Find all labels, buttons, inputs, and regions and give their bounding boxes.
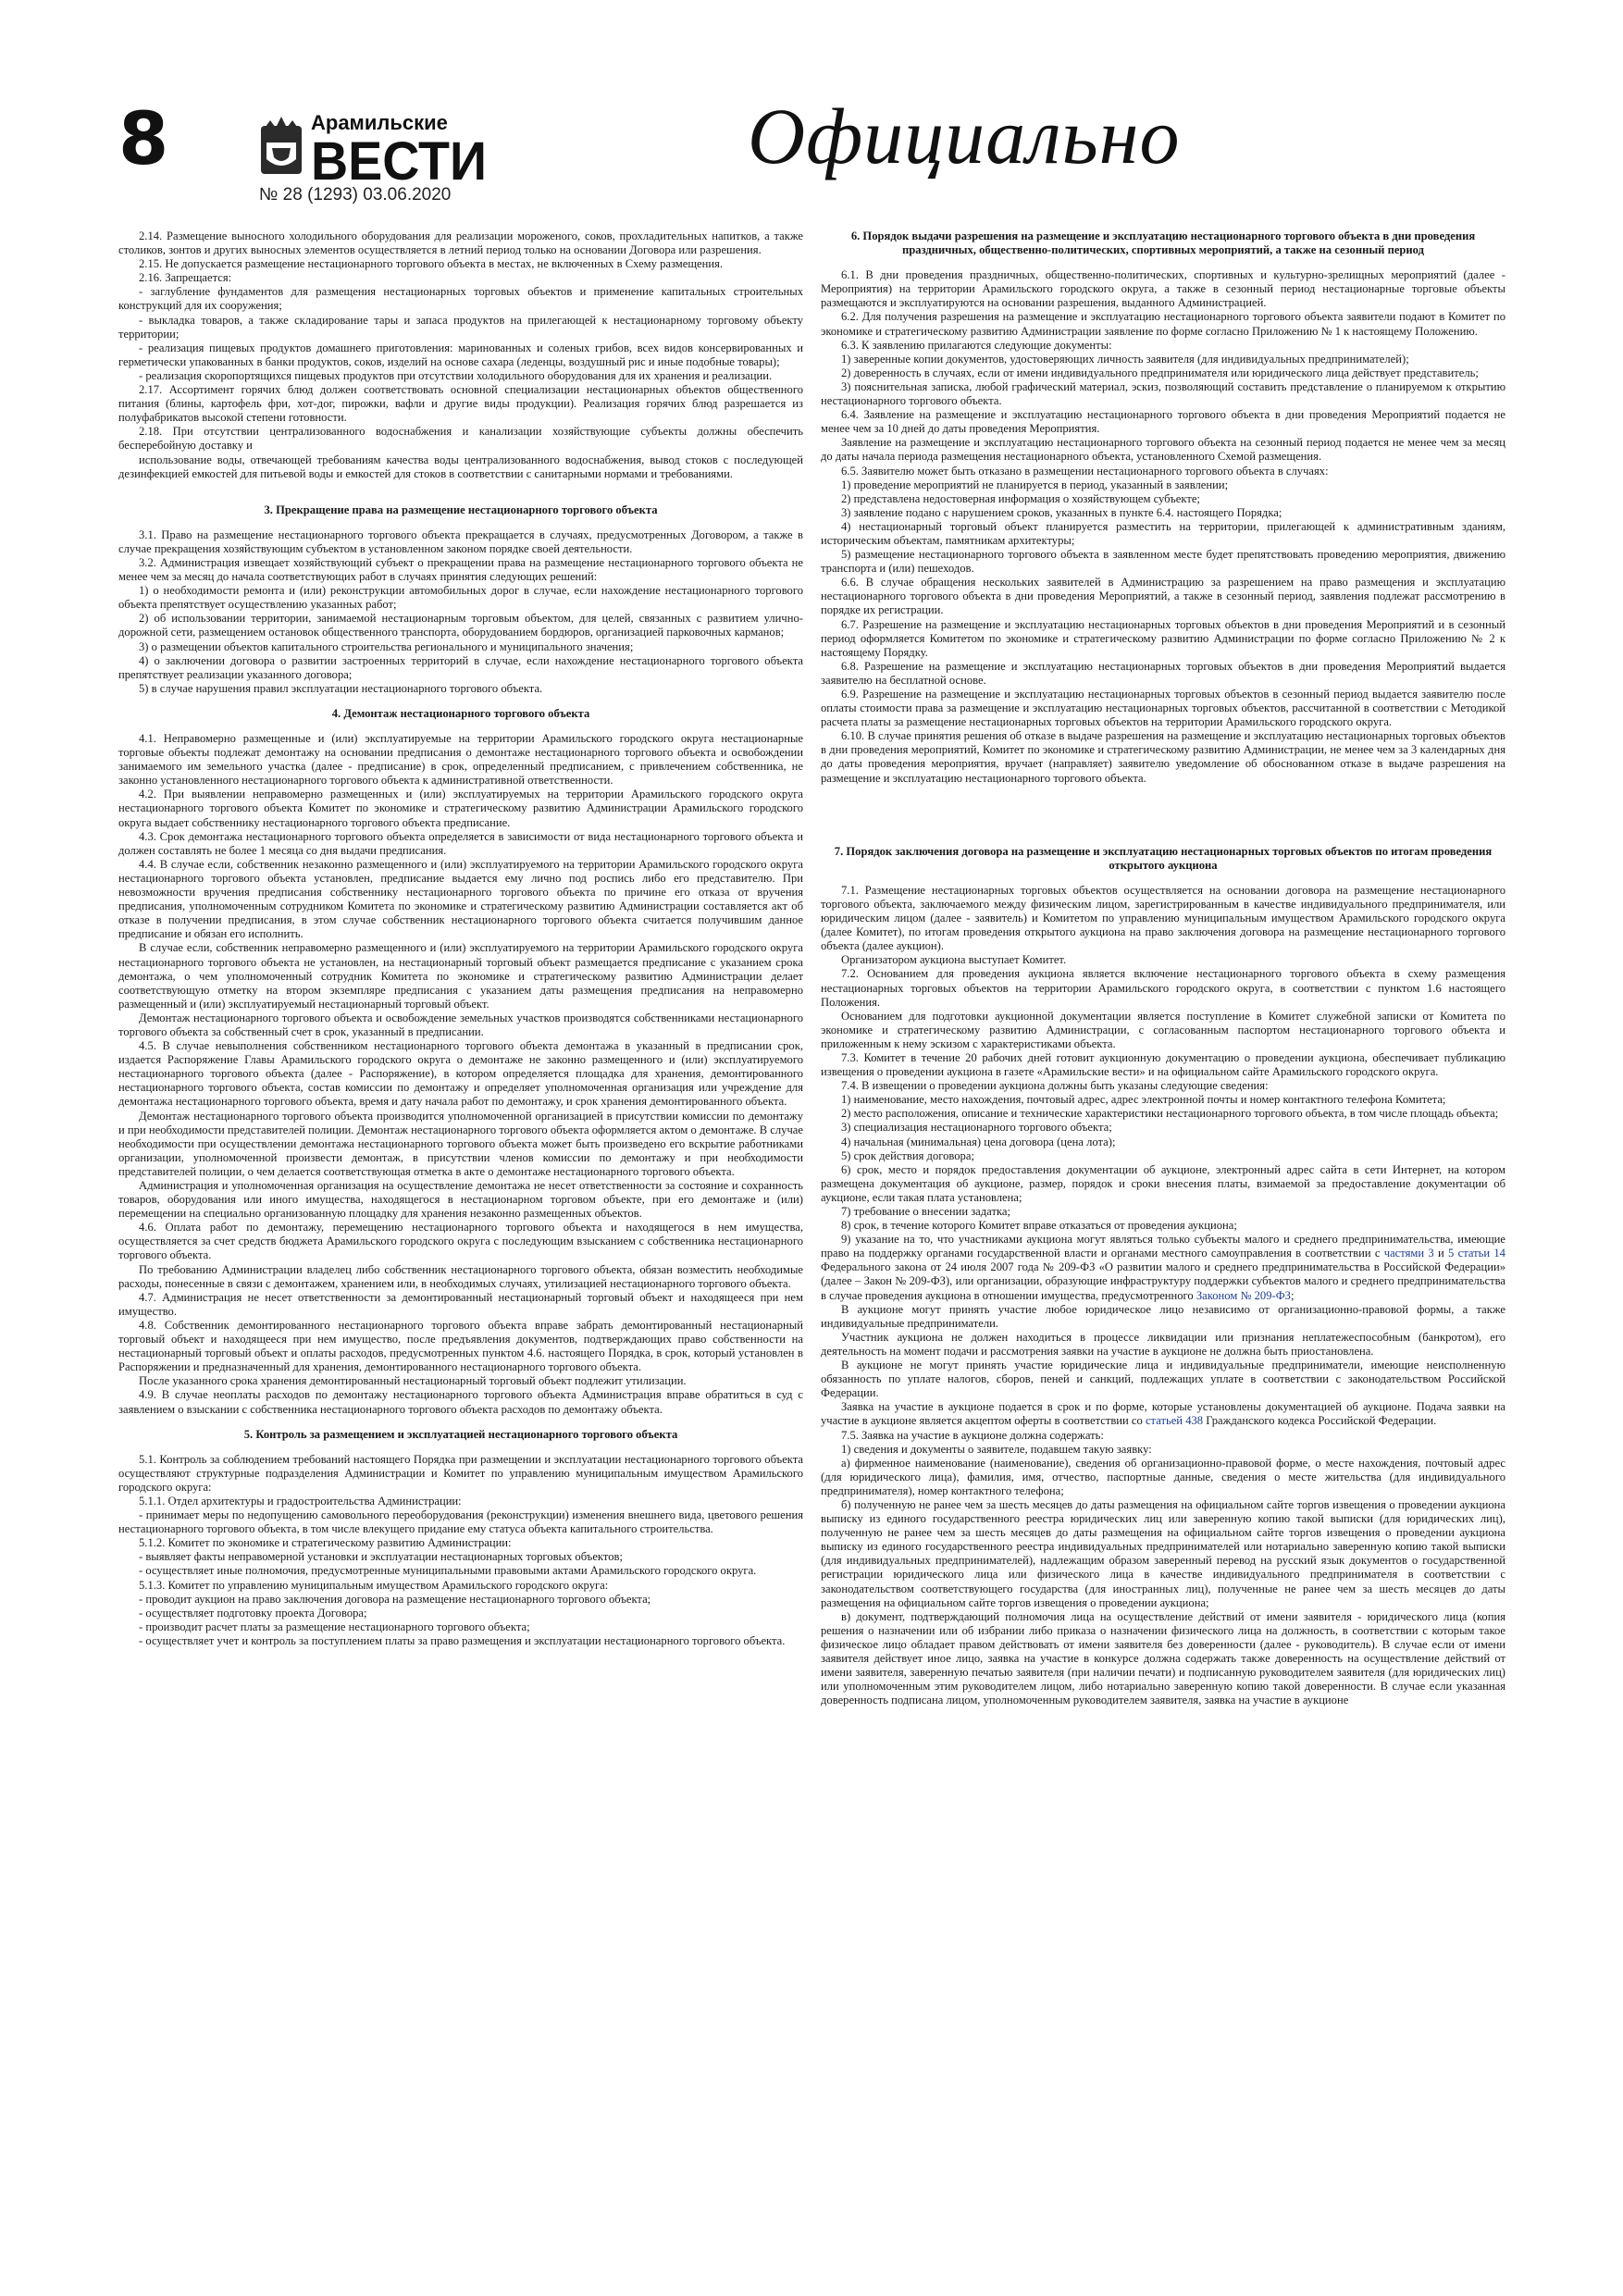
paragraph: - реализация скоропортящихся пищевых продуктов при отсутствии холодильного оборудования для их хранения и реализации. xyxy=(139,368,773,382)
law-link[interactable]: 5 статьи 14 xyxy=(1448,1247,1505,1260)
left-column xyxy=(118,230,803,1648)
paragraph: 6.9. Разрешение на размещение и эксплуатацию нестационарных торговых объектов в сезонный период выдается заявителю после оплаты стоимости права за размещение и эксплуатацию нестационарных торговых объектов, рассчитанной в соответствии с Методикой расчета платы за размещение нестационарных торговых объектов на территории Арамильского городского округа. xyxy=(821,688,1505,729)
paragraph: 1) сведения и документы о заявителе, подавшем такую заявку: xyxy=(841,1442,1152,1456)
issue-number: № 28 (1293) 03.06.2020 xyxy=(259,185,452,205)
paragraph: в) документ, подтверждающий полномочия лица на осуществление действий от имени заявителя - юридического лица (копия решения о назначении или об избрании либо приказа о назначении физического лица на должность, в соответствии с которым такое физическое лицо обладает правом действовать от имени заявителя без доверенности (далее - руководитель). В случае если от имени заявителя действует иное лицо, заявка на участие в конкурсе должна содержать также доверенность на осуществление действий от имени заявителя, заверенную печатью заявителя (при наличии печати) и подписанную руководителем заявителя (для юридических лиц) или уполномоченным этим руководителем лицом, либо нотариально заверенную копию такой доверенности. В случае если указанная доверенность подписана лицом, уполномоченным руководителем заявителя, заявка на участие в аукционе xyxy=(821,1609,1505,1707)
page-number: 8 xyxy=(118,98,169,181)
paragraph: Демонтаж нестационарного торгового объекта производится уполномоченной организацией в присутствии комиссии по демонтажу и при необходимости представителей полиции. Демонтаж нестационарного торгового объекта оформляется актом о демонтаже. В случае необходимости при осуществлении демонтажа нестационарного торгового объекта может быть произведено его вскрытие работниками организации, уполномоченной произвести демонтаж, в присутствии членов комиссии по демонтажу и при необходимости представителей полиции, о чем делается соответствующая отметка в акте о демонтаже нестационарного торгового объекта. xyxy=(118,1109,803,1178)
paragraph: 3.1. Право на размещение нестационарного торгового объекта прекращается в случаях, предусмотренных Договором, а также в случае прекращения хозяйствующим субъектом в установленном законом порядке своей деятельности. xyxy=(118,527,803,555)
paragraph: 6) срок, место и порядок предоставления документации об аукционе, электронный адрес сайта в сети Интернет, на котором размещена документация об аукционе, размер, порядок и сроки внесения платы, взимаемой за предоставление документации об аукционе, если такая плата установлена; xyxy=(821,1162,1505,1204)
paragraph: 6.1. В дни проведения праздничных, общественно-политических, спортивных и культурно-зрелищных мероприятий (далее - Мероприятия) на территории Арамильского городского округа, а также в сезонный период нестационарные торговые объекты размещаются и эксплуатируются на основании разрешения, выданного Администрацией. xyxy=(821,268,1505,310)
paragraph: - выкладка товаров, а также складирование тары и запаса продуктов на прилегающей к нестационарному торговому объекту территории; xyxy=(118,313,803,341)
paragraph: - выявляет факты неправомерной установки и эксплуатации нестационарных торговых объектов; xyxy=(139,1550,623,1564)
paragraph: После указанного срока хранения демонтированный нестационарный торговый объект подлежит утилизации. xyxy=(139,1374,687,1388)
paragraph: 6.10. В случае принятия решения об отказе в выдаче разрешения на размещение и эксплуатацию нестационарных торговых объектов в дни проведения мероприятий, Комитет по экономике и стратегическому развитию Администрации, не менее чем за 3 календарных дня до даты проведения мероприятия, вручает (направляет) заявителю уведомление об обоснованном отказе в выдаче разрешения на размещение и эксплуатацию нестационарного торгового объекта. xyxy=(821,729,1505,785)
paragraph: б) полученную не ранее чем за шесть месяцев до даты размещения на официальном сайте торгов извещения о проведении аукциона выписку из единого государственного реестра юридических лиц или заверенную копию такой выписки (для юридических лиц), полученную не ранее чем за шесть месяцев до даты размещения на официальном сайте торгов извещения о проведении аукциона выписку из единого государственного реестра индивидуальных предпринимателей или нотариально заверенную копию такой выписки (для индивидуальных предпринимателей), надлежащим образом заверенный перевод на русский язык документов о государственной регистрации юридического лица или физического лица в качестве индивидуального предпринимателя в соответствии с законодательством соответствующего государства (для иностранных лиц), полученные не ранее чем за шесть месяцев до даты размещения на официальном сайте торгов извещения о проведении аукциона; xyxy=(821,1497,1505,1609)
paragraph: По требованию Администрации владелец либо собственник нестационарного торгового объекта, обязан возместить необходимые расходы, понесенные в связи с демонтажем, хранением или, в необходимых случаях, утилизацией нестационарного торгового объекта. xyxy=(118,1262,803,1290)
section-heading-4: 4. Демонтаж нестационарного торгового объекта xyxy=(331,706,590,720)
paragraph: 1) заверенные копии документов, удостоверяющих личность заявителя (для индивидуальных предпринимателей); xyxy=(841,352,1409,366)
paragraph: 4.1. Неправомерно размещенные и (или) эксплуатируемые на территории Арамильского городского округа нестационарные торговые объекты подлежат демонтажу на основании предписания о демонтаже нестационарного торгового объекта и освобождении занимаемого им земельного участка (далее - предписание) в срок, определенный предписанием, с привлечением собственника, не законно установленного нестационарного торгового объекта к административной ответственности. xyxy=(118,732,803,788)
paragraph: 2.18. При отсутствии централизованного водоснабжения и канализации хозяйствующие субъекты должны обеспечить бесперебойную доставку и xyxy=(118,425,803,453)
paragraph: 2) место расположения, описание и технические характеристики нестационарного торгового объекта, в том числе площадь объекта; xyxy=(841,1107,1499,1121)
section-heading-3: 3. Прекращение права на размещение нестационарного торгового объекта xyxy=(264,503,658,516)
paragraph: 5) размещение нестационарного торгового объекта в заявленном месте будет препятствовать проведению мероприятия, движению транспорта и (или) пешеходов. xyxy=(821,548,1505,576)
paragraph: 7.1. Размещение нестационарных торговых объектов осуществляется на основании договора на размещение нестационарного торгового объекта, заключаемого между физическим лицом, зарегистрированным в качестве индивидуального предпринимателя, или юридическим лицом (далее - заявитель) и Комитетом по управлению муниципальным имуществом Арамильского городского округа (далее Комитет), по итогам проведения открытого аукциона на право заключения договора на размещение нестационарного торгового объекта (далее аукцион). xyxy=(821,883,1505,953)
paragraph: 1) наименование, место нахождения, почтовый адрес, адрес электронной почты и номер контактного телефона Комитета; xyxy=(841,1093,1446,1107)
paragraph: 7) требование о внесении задатка; xyxy=(841,1205,1010,1218)
paragraph: 2.17. Ассортимент горячих блюд должен соответствовать основной специализации нестационарных объектов общественного питания (блины, картофель фри, хот-дог, пирожки, вафли и другие виды продукции). Реализация горячих блюд разрешается из полуфабрикатов высокой степени готовности. xyxy=(118,383,803,425)
paragraph: В аукционе не могут принять участие юридические лица и индивидуальные предприниматели, имеющие неисполненную обязанность по уплате налогов, сборов, пеней и санкций, подлежащих уплате в соответствии с законодательством Российской Федерации. xyxy=(821,1359,1505,1400)
paragraph: 7.2. Основанием для проведения аукциона является включение нестационарного торгового объекта в схему размещения нестационарных торговых объектов на территории Арамильского городского округа, в соответствии с пунктом 1.6 настоящего Положения. xyxy=(821,967,1505,1009)
paragraph: Заявление на размещение и эксплуатацию нестационарного торгового объекта на сезонный период подается не менее чем за месяц до даты начала периода размещения нестационарного объекта, установленного Схемой размещения. xyxy=(821,436,1505,464)
paragraph: - проводит аукцион на право заключения договора на размещение нестационарного торгового объекта; xyxy=(139,1592,651,1606)
law-link[interactable]: Законом № 209-ФЗ xyxy=(1196,1288,1291,1302)
paragraph: 6.6. В случае обращения нескольких заявителей в Администрацию за разрешением на право размещения и эксплуатацию нестационарного торгового объекта в дни проведения Мероприятий, а также в сезонный период, заявления подлежат рассмотрению в порядке их регистрации. xyxy=(821,576,1505,617)
svg-text:ВЕСТИ: ВЕСТИ xyxy=(311,131,487,191)
paragraph: 3.2. Администрация извещает хозяйствующий субъект о прекращении права на размещение нестационарного торгового объекта не менее чем за месяц до начала соответствующих работ в случаях принятия следующих решений: xyxy=(118,555,803,584)
paragraph: 6.5. Заявителю может быть отказано в размещении нестационарного торгового объекта в случаях: xyxy=(841,464,1329,478)
paragraph: - заглубление фундаментов для размещения нестационарных торговых объектов и применение капитальных строительных конструкций для их сооружения; xyxy=(118,285,803,313)
paragraph: 5.1. Контроль за соблюдением требований настоящего Порядка при размещении и эксплуатации нестационарного торгового объекта осуществляют структурные подразделения Администрации и Комитет по управлению муниципальным имуществом Арамильского городского округа: xyxy=(118,1452,803,1494)
paragraph: 1) проведение мероприятий не планируется в период, указанный в заявлении; xyxy=(841,478,1229,491)
paragraph: - осуществляет иные полномочия, предусмотренные муниципальными правовыми актами Арамильского городского округа. xyxy=(139,1564,757,1578)
paragraph: Организатором аукциона выступает Комитет. xyxy=(841,953,1067,967)
paragraph: В случае если, собственник неправомерно размещенного и (или) эксплуатируемого на территории Арамильского городского округа нестационарного торгового объекта не установлен, на нестационарный торговый объект размещается предписание с указанием срока демонтажа, о чем уполномоченный сотрудник Комитета по экономике и стратегическому развитию Администрации делает соответствующую отметку на втором экземпляре предписания с указанием даты размещения предписания на неправомерно размещенный и (или) эксплуатируемый нестационарный торговый объект. xyxy=(118,941,803,1011)
paragraph: 2) представлена недостоверная информация о хозяйствующем субъекте; xyxy=(841,491,1200,505)
paragraph: Заявка на участие в аукционе подается в срок и по форме, которые установлены документацией об аукционе. Подача заявки на участие в аукционе является акцептом оферты в соответствии со статьей 438 Гражданского кодекса Российской Федерации. xyxy=(821,1400,1505,1428)
paragraph: 4) нестационарный торговый объект планируется разместить на территории, прилегающей к административным зданиям, историческим объектам, памятникам архитектуры; xyxy=(821,519,1505,547)
section-heading-7: 7. Порядок заключения договора на размещение и эксплуатацию нестационарных торговых объектов по итогам проведения открытого аукциона xyxy=(834,844,1493,872)
paragraph: 5.1.2. Комитет по экономике и стратегическому развитию Администрации: xyxy=(139,1536,512,1550)
paragraph: 5) срок действия договора; xyxy=(841,1148,974,1162)
paragraph: 6.8. Разрешение на размещение и эксплуатацию нестационарных торговых объектов в дни проведения Мероприятий выдается заявителю на бесплатной основе. xyxy=(821,659,1505,687)
paragraph: 2.16. Запрещается: xyxy=(139,271,232,285)
paragraph: 4) начальная (минимальная) цена договора (цена лота); xyxy=(841,1135,1116,1148)
right-column xyxy=(821,230,1505,1707)
page-header xyxy=(118,93,1506,213)
paragraph: - осуществляет подготовку проекта Договора; xyxy=(139,1606,367,1620)
paragraph: В аукционе могут принять участие любое юридическое лицо независимо от организационно-правовой формы, а также индивидуальные предприниматели. xyxy=(821,1302,1505,1330)
paragraph: - осуществляет учет и контроль за поступлением платы за право размещения и эксплуатации нестационарного торгового объекта. xyxy=(139,1633,786,1647)
paragraph: 4.3. Срок демонтажа нестационарного торгового объекта определяется в зависимости от вида нестационарного торгового объекта и должен составлять не более 1 месяца со дня выдачи предписания. xyxy=(118,829,803,857)
paragraph: 3) специализация нестационарного торгового объекта; xyxy=(841,1121,1112,1135)
paragraph: 5.1.1. Отдел архитектуры и градостроительства Администрации: xyxy=(139,1494,462,1508)
paragraph: 5.1.3. Комитет по управлению муниципальным имуществом Арамильского городского округа: xyxy=(139,1578,609,1592)
svg-text:Арамильские: Арамильские xyxy=(311,111,448,134)
paragraph: 4.9. В случае неоплаты расходов по демонтажу нестационарного торгового объекта Администрация вправе обратиться в суд с заявлением о взыскании с собственника нестационарного торгового объекта расходов по демонтажу объекта. xyxy=(118,1388,803,1416)
paragraph: 7.3. Комитет в течение 20 рабочих дней готовит аукционную документацию о проведении аукциона, обеспечивает публикацию извещения о проведении аукциона в газете «Арамильские вести» и на официальном сайте Арамильского городского округа. xyxy=(821,1050,1505,1079)
paragraph: использование воды, отвечающей требованиям качества воды централизованного водоснабжения, вывод стоков с последующей дезинфекцией емкостей для питьевой воды и емкостей для стоков в соответствии с санитарными нормами и требованиями. xyxy=(118,453,803,480)
paragraph: 4.8. Собственник демонтированного нестационарного торгового объекта вправе забрать демонтированный нестационарный торговый объект и находящееся при нем имущество, после предъявления документов, подтверждающих право собственности на нестационарный торговый объект и оплаты расходов, предусмотренных пунктом 4.6. настоящего Порядка, в срок, который установлен в Распоряжении и предназначенный для хранения, демонтированного нестационарного торгового объекта. xyxy=(118,1318,803,1374)
paragraph: а) фирменное наименование (наименование), сведения об организационно-правовой форме, о месте нахождения, почтовый адрес (для юридического лица), фамилия, имя, отчество, паспортные данные, сведения о месте жительства (для индивидуального предпринимателя), номер контактного телефона; xyxy=(821,1456,1505,1497)
law-link[interactable]: статьей 438 xyxy=(1145,1414,1204,1428)
paragraph: 4) о заключении договора о развитии застроенных территорий в случае, если нахождение нестационарного торгового объекта препятствует реализации указанного договора; xyxy=(118,653,803,681)
coat-of-arms-icon xyxy=(261,117,302,174)
paragraph: 4.2. При выявлении неправомерно размещенных и (или) эксплуатируемых на территории Арамильского городского округа нестационарного торгового объекта Комитет по экономике и стратегическому развитию Администрации Арамильского городского округа выдает собственнику нестационарного торгового объекта предписание. xyxy=(118,788,803,829)
paragraph: Демонтаж нестационарного торгового объекта и освобождение земельных участков производятся собственниками нестационарного торгового объекта за собственный счет в срок, указанный в предписании. xyxy=(118,1011,803,1038)
paragraph: 3) пояснительная записка, любой графический материал, эскиз, позволяющий составить представление о планируемом к открытию нестационарного торгового объекта. xyxy=(821,379,1505,408)
paragraph: - реализация пищевых продуктов домашнего приготовления: маринованных и соленых грибов, всех видов консервированных и герметически упакованных в банки продуктов, соков, изделий на основе сахара (леденцы, воздушный рис и иные подобные товары); xyxy=(118,341,803,368)
paragraph: 3) заявление подано с нарушением сроков, указанных в пункте 6.4. настоящего Порядка; xyxy=(841,505,1282,519)
paragraph: Участник аукциона не должен находиться в процессе ликвидации или признания неплатежеспособным (банкротом), его деятельность на момент подачи и рассмотрения заявки на участие в аукционе не должна быть приостановлена. xyxy=(821,1330,1505,1358)
paragraph: 2) об использовании территории, занимаемой нестационарным торговым объектом, для целей, связанных с развитием улично-дорожной сети, размещением остановок общественного транспорта, оборудованием бордюров, организацией парковочных карманов; xyxy=(118,612,803,639)
paragraph: 2.15. Не допускается размещение нестационарного торгового объекта в местах, не включенных в Схему размещения. xyxy=(139,257,724,271)
paragraph: 2.14. Размещение выносного холодильного оборудования для реализации мороженого, соков, прохладительных напитков, а также столиков, зонтов и других выносных элементов осуществляется в летний период только на основании Договора или разрешения. xyxy=(118,230,803,257)
section-heading-5: 5. Контроль за размещением и эксплуатацией нестационарного торгового объекта xyxy=(243,1427,678,1441)
paragraph: 4.7. Администрация не несет ответственности за демонтированный нестационарный торговый объект и находящееся при нем имущество. xyxy=(118,1290,803,1318)
paragraph: - производит расчет платы за размещение нестационарного торгового объекта; xyxy=(139,1620,530,1633)
law-link[interactable]: частями 3 xyxy=(1383,1247,1434,1260)
paragraph: 4.4. В случае если, собственник незаконно размещенного и (или) эксплуатируемого на территории Арамильского городского округа нестационарного торгового объекта установлен, предписание выдается ему лично под роспись либо его представителю. При невозможности вручения предписания собственнику нестационарного торгового объекта по причине его отказа от вручения предписания, уполномоченным сотрудником Комитета по экономике и стратегическому развитию Администрации составляется акт об отказе в получении предписания, в этом случае собственник нестационарного торгового объекта считается получившим данное предписание и обязан его исполнить. xyxy=(118,857,803,941)
section-heading-6: 6. Порядок выдачи разрешения на размещение и эксплуатацию нестационарного торгового объекта в дни проведения праздничных, общественно-политических, спортивных мероприятий, а также на сезонный период xyxy=(850,230,1476,257)
paragraph: 2) доверенность в случаях, если от имени индивидуального предпринимателя или юридического лица действует представитель; xyxy=(841,366,1479,379)
newspaper-logo xyxy=(257,105,498,191)
paragraph: 6.2. Для получения разрешения на размещение и эксплуатацию нестационарного торгового объекта заявители подают в Комитет по экономике и стратегическому развитию Администрации заявление по форме согласно Приложению № 1 к настоящему Положению. xyxy=(821,310,1505,338)
paragraph: 7.4. В извещении о проведении аукциона должны быть указаны следующие сведения: xyxy=(841,1079,1269,1093)
section-title: Официально xyxy=(748,92,1181,180)
paragraph: 6.7. Разрешение на размещение и эксплуатацию нестационарных торговых объектов в дни проведения Мероприятий и в сезонный период оформляется Комитетом по экономике и стратегическому развитию Администрации по форме согласно Приложению № 2 к настоящему Порядку. xyxy=(821,617,1505,659)
paragraph: Основанием для подготовки аукционной документации является поступление в Комитет служебной записки от Комитета по экономике и стратегическому развитию Администрации, с согласованным паспортом нестационарного торгового объекта и приложенным к нему эскизом с характеристиками объекта. xyxy=(821,1009,1505,1050)
paragraph: 1) о необходимости ремонта и (или) реконструкции автомобильных дорог в случае, если нахождение нестационарного торгового объекта препятствует осуществлению указанных работ; xyxy=(118,584,803,612)
paragraph: 9) указание на то, что участниками аукциона могут являться только субъекты малого и среднего предпринимательства, имеющие право на поддержку органами государственной власти и органами местного самоуправления в соответствии с частями 3 и 5 статьи 14 Федерального закона от 24 июля 2007 года № 209-ФЗ «О развитии малого и среднего предпринимательства в Российской Федерации» (далее – Закон № 209-ФЗ), или организации, образующие инфраструктуру поддержки субъектов малого и среднего предпринимательства в случае проведения аукциона в отношении имущества, предусмотренного Законом № 209-ФЗ; xyxy=(821,1233,1505,1302)
paragraph: 7.5. Заявка на участие в аукционе должна содержать: xyxy=(841,1428,1104,1442)
paragraph: 6.4. Заявление на размещение и эксплуатацию нестационарного торгового объекта в дни проведения Мероприятий подается не менее чем за 10 дней до даты проведения Мероприятия. xyxy=(821,408,1505,436)
paragraph: 8) срок, в течение которого Комитет вправе отказаться от проведения аукциона; xyxy=(841,1219,1237,1233)
paragraph: 4.5. В случае невыполнения собственником нестационарного торгового объекта демонтажа в указанный в предписании срок, издается Распоряжение Главы Арамильского городского округа о демонтаже не законно размещенного и (или) эксплуатируемого нестационарного торгового объекта (далее - Распоряжение), в котором определяется площадка для хранения, демонтированного нестационарного торгового объекта, состав комиссии по демонтажу и определяет уполномоченная организация или учреждение для демонтажа нестационарного торгового объекта, время и дату начала работ по демонтажу, и срок хранения демонтированного объекта. xyxy=(118,1039,803,1109)
paragraph: - принимает меры по недопущению самовольного переоборудования (реконструкции) изменения внешнего вида, цветового решения нестационарного торгового объекта, в том числе влекущего придание ему статуса объекта капитального строительства. xyxy=(118,1508,803,1536)
paragraph: 6.3. К заявлению прилагаются следующие документы: xyxy=(841,338,1112,352)
paragraph: 5) в случае нарушения правил эксплуатации нестационарного торгового объекта. xyxy=(139,681,543,695)
paragraph: Администрация и уполномоченная организация на осуществление демонтажа не несет ответственности за состояние и сохранность товаров, оборудования или иного имущества, находящегося в нестационарном торговом объекте, при его демонтаже и (или) перемещении на специально организованную площадку для хранения незаконно размещенных объектов. xyxy=(118,1179,803,1221)
paragraph: 3) о размещении объектов капитального строительства регионального и муниципального значения; xyxy=(139,639,634,653)
paragraph: 4.6. Оплата работ по демонтажу, перемещению нестационарного торгового объекта и находящегося в нем имущества, осуществляется за счет средств бюджета Арамильского городского округа с последующим взысканием с собственника нестационарного торгового объекта. xyxy=(118,1221,803,1262)
